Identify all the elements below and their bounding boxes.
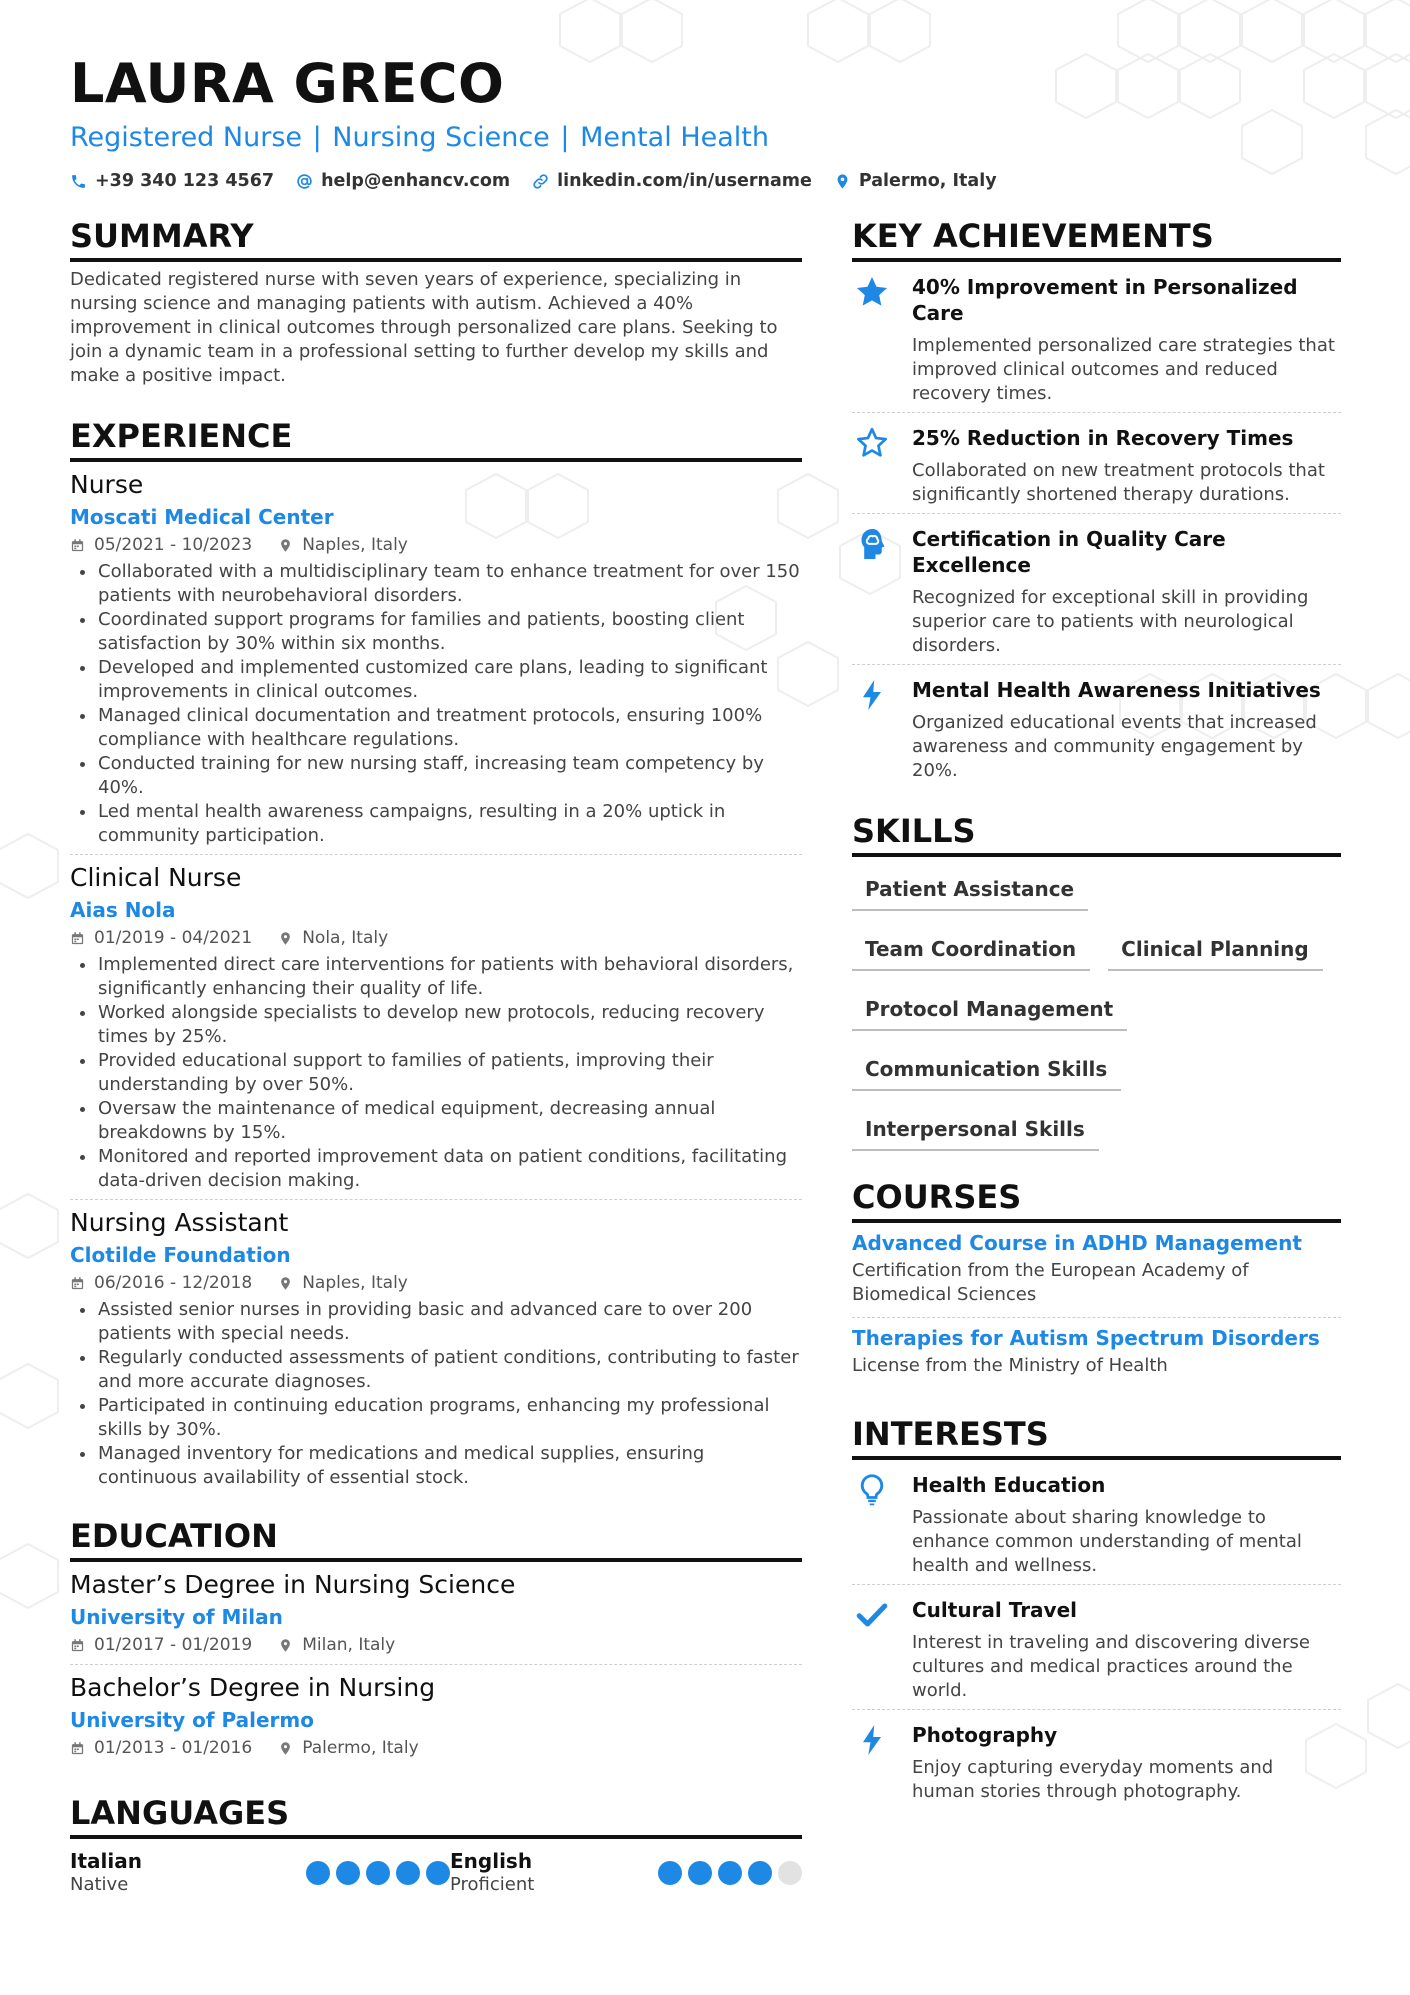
link-icon [532,173,549,190]
language-level: Proficient [450,1874,535,1895]
education-entry [70,1562,802,1665]
achievement-item [852,514,1341,665]
location-pin-icon [278,1638,293,1653]
contact-bar [70,171,1019,191]
bullet-item: Regularly conducted assessments of patient conditions, contributing to faster and more accurate diagnoses. [70,1346,802,1394]
skill-tag: Clinical Planning [1108,931,1323,971]
language-entry [70,1849,450,1897]
interest-text: Enjoy capturing everyday moments and human stories through photography. [912,1757,1274,1802]
location-pin-icon [278,1741,293,1756]
headline-role-3: Mental Health [580,122,769,153]
languages-heading: LANGUAGES [70,1793,802,1839]
achievement-title: 25% Reduction in Recovery Times [912,426,1294,450]
at-sign-icon [296,173,313,190]
education-dates: 01/2017 - 01/2019 [94,1635,253,1655]
headline-role-1: Registered Nurse [70,122,302,153]
job-title: Clinical Nurse [70,863,242,892]
rating-dot-filled [306,1861,330,1885]
company-name: Moscati Medical Center [70,505,334,529]
courses-section [852,1177,1341,1388]
job-dates: 01/2019 - 04/2021 [94,928,253,948]
job-location: Nola, Italy [302,928,389,948]
job-title: Nurse [70,470,144,499]
job-dates: 05/2021 - 10/2023 [94,535,253,555]
contact-email[interactable] [296,171,510,191]
language-rating [652,1861,802,1885]
interest-item [852,1460,1341,1585]
job-entry [70,462,802,855]
achievement-item [852,262,1341,413]
interest-title: Photography [912,1723,1058,1747]
bullet-item: Implemented direct care interventions for patients with behavioral disorders, significantly enhancing their quality of life. [70,953,802,1001]
language-level: Native [70,1874,129,1895]
course-item [852,1318,1341,1388]
job-location: Naples, Italy [302,1273,408,1293]
bullet-item: Worked alongside specialists to develop new protocols, reducing recovery times by 25%. [70,1001,802,1049]
skills-section [852,811,1341,1171]
skill-tag: Protocol Management [852,991,1127,1031]
bullet-item: Coordinated support programs for families and patients, boosting client satisfaction by 30% within six months. [70,608,802,656]
course-title: Advanced Course in ADHD Management [852,1231,1302,1255]
achievements-section [852,216,1341,789]
right-column [852,216,1341,1810]
achievement-text: Organized educational events that increased awareness and community engagement by 20%. [912,712,1317,781]
bullet-item: Provided educational support to families of patients, improving their understanding by over 50%. [70,1049,802,1097]
achievement-title: Mental Health Awareness Initiatives [912,678,1321,702]
rating-dot-filled [336,1861,360,1885]
bullet-item: Managed clinical documentation and treatment protocols, ensuring 100% compliance with healthcare regulations. [70,704,802,752]
location-pin-icon [834,173,851,190]
headline [70,122,769,153]
location-pin-icon [278,538,293,553]
skills-heading: SKILLS [852,811,1341,857]
bullet-item: Conducted training for new nursing staff, increasing team competency by 40%. [70,752,802,800]
headline-separator: | [312,122,322,153]
achievement-item [852,665,1341,789]
location-pin-icon [278,1276,293,1291]
skill-tag: Patient Assistance [852,871,1088,911]
calendar-icon [70,931,85,946]
interest-item [852,1585,1341,1710]
calendar-icon [70,1741,85,1756]
job-bullets [70,560,802,848]
rating-dot-empty [778,1861,802,1885]
job-bullets [70,953,802,1193]
language-rating [300,1861,450,1885]
contact-phone[interactable] [70,171,274,191]
rating-dot-filled [426,1861,450,1885]
bullet-item: Developed and implemented customized care plans, leading to significant improvements in clinical outcomes. [70,656,802,704]
lightning-icon [854,1722,890,1758]
rating-dot-filled [718,1861,742,1885]
skill-tag: Interpersonal Skills [852,1111,1099,1151]
interests-heading: INTERESTS [852,1414,1341,1460]
phone-text: +39 340 123 4567 [95,171,275,191]
job-meta [70,532,802,558]
achievements-heading: KEY ACHIEVEMENTS [852,216,1341,262]
achievement-text: Recognized for exceptional skill in providing superior care to patients with neurological disorders. [912,587,1309,656]
bullet-item: Monitored and reported improvement data on patient conditions, facilitating data-driven decision making. [70,1145,802,1193]
education-location: Milan, Italy [302,1635,396,1655]
education-meta [70,1735,802,1761]
job-entry [70,1200,802,1496]
rating-dot-filled [396,1861,420,1885]
job-meta [70,925,802,951]
job-bullets [70,1298,802,1490]
location-text: Palermo, Italy [858,171,997,191]
bullet-item: Managed inventory for medications and medical supplies, ensuring continuous availability of essential stock. [70,1442,802,1490]
interests-section [852,1414,1341,1810]
star-filled-icon [854,274,890,310]
interest-title: Cultural Travel [912,1598,1078,1622]
languages-list [70,1849,802,1897]
experience-heading: EXPERIENCE [70,416,802,462]
skill-tag: Team Coordination [852,931,1090,971]
education-dates: 01/2013 - 01/2016 [94,1738,253,1758]
achievement-text: Implemented personalized care strategies that improved clinical outcomes and reduced recovery times. [912,335,1335,404]
company-name: Aias Nola [70,898,176,922]
rating-dot-filled [366,1861,390,1885]
achievement-item [852,413,1341,514]
candidate-name: LAURA GRECO [70,52,505,115]
course-text: License from the Ministry of Health [852,1355,1168,1376]
skills-list [852,871,1341,1171]
summary-section [70,216,802,388]
interest-title: Health Education [912,1473,1106,1497]
language-name: Italian [70,1849,142,1873]
degree-title: Bachelor’s Degree in Nursing [70,1673,436,1702]
education-heading: EDUCATION [70,1516,802,1562]
job-meta [70,1270,802,1296]
language-entry [450,1849,802,1897]
interest-text: Passionate about sharing knowledge to enhance common understanding of mental health and wellness. [912,1507,1302,1576]
rating-dot-filled [688,1861,712,1885]
calendar-icon [70,538,85,553]
head-brain-icon [854,526,890,562]
job-title: Nursing Assistant [70,1208,289,1237]
job-dates: 06/2016 - 12/2018 [94,1273,253,1293]
contact-linkedin[interactable] [532,171,812,191]
lightning-icon [854,677,890,713]
headline-separator: | [560,122,570,153]
achievement-title: Certification in Quality Care Excellence [912,527,1226,577]
summary-heading: SUMMARY [70,216,802,262]
rating-dot-filled [748,1861,772,1885]
courses-heading: COURSES [852,1177,1341,1223]
checkmark-icon [854,1597,890,1633]
star-outline-icon [854,425,890,461]
education-section [70,1516,802,1767]
contact-location [834,171,997,191]
language-name: English [450,1849,533,1873]
experience-section [70,416,802,1496]
calendar-icon [70,1276,85,1291]
calendar-icon [70,1638,85,1653]
course-text: Certification from the European Academy of Biomedical Sciences [852,1260,1249,1305]
languages-section [70,1793,802,1897]
interest-text: Interest in traveling and discovering diverse cultures and medical practices around the world. [912,1632,1310,1701]
email-text: help@enhancv.com [321,171,511,191]
job-location: Naples, Italy [302,535,408,555]
education-entry [70,1665,802,1767]
course-item [852,1223,1341,1318]
bullet-item: Led mental health awareness campaigns, resulting in a 20% uptick in community participation. [70,800,802,848]
skill-tag: Communication Skills [852,1051,1121,1091]
degree-title: Master’s Degree in Nursing Science [70,1570,516,1599]
company-name: Clotilde Foundation [70,1243,291,1267]
achievement-text: Collaborated on new treatment protocols that significantly shortened therapy durations. [912,460,1325,505]
lightbulb-icon [854,1472,890,1508]
left-column [70,216,802,1897]
achievement-title: 40% Improvement in Personalized Care [912,275,1298,325]
interest-item [852,1710,1341,1810]
summary-text: Dedicated registered nurse with seven years of experience, specializing in nursing science and managing patients with autism. Achieved a 40% improvement in clinical outcomes through personalized care plans. Seeking to join a dynamic team in a professional setting to further develop my skills and make a positive impact. [70,269,778,386]
bullet-item: Participated in continuing education programs, enhancing my professional skills by 30%. [70,1394,802,1442]
education-location: Palermo, Italy [302,1738,419,1758]
bullet-item: Oversaw the maintenance of medical equipment, decreasing annual breakdowns by 15%. [70,1097,802,1145]
location-pin-icon [278,931,293,946]
education-meta [70,1632,802,1658]
school-name: University of Milan [70,1605,283,1629]
headline-role-2: Nursing Science [332,122,550,153]
linkedin-text: linkedin.com/in/username [557,171,812,191]
job-entry [70,855,802,1200]
bullet-item: Assisted senior nurses in providing basic and advanced care to over 200 patients with special needs. [70,1298,802,1346]
course-title: Therapies for Autism Spectrum Disorders [852,1326,1320,1350]
bullet-item: Collaborated with a multidisciplinary team to enhance treatment for over 150 patients with neurobehavioral disorders. [70,560,802,608]
rating-dot-filled [658,1861,682,1885]
school-name: University of Palermo [70,1708,315,1732]
phone-icon [70,173,87,190]
